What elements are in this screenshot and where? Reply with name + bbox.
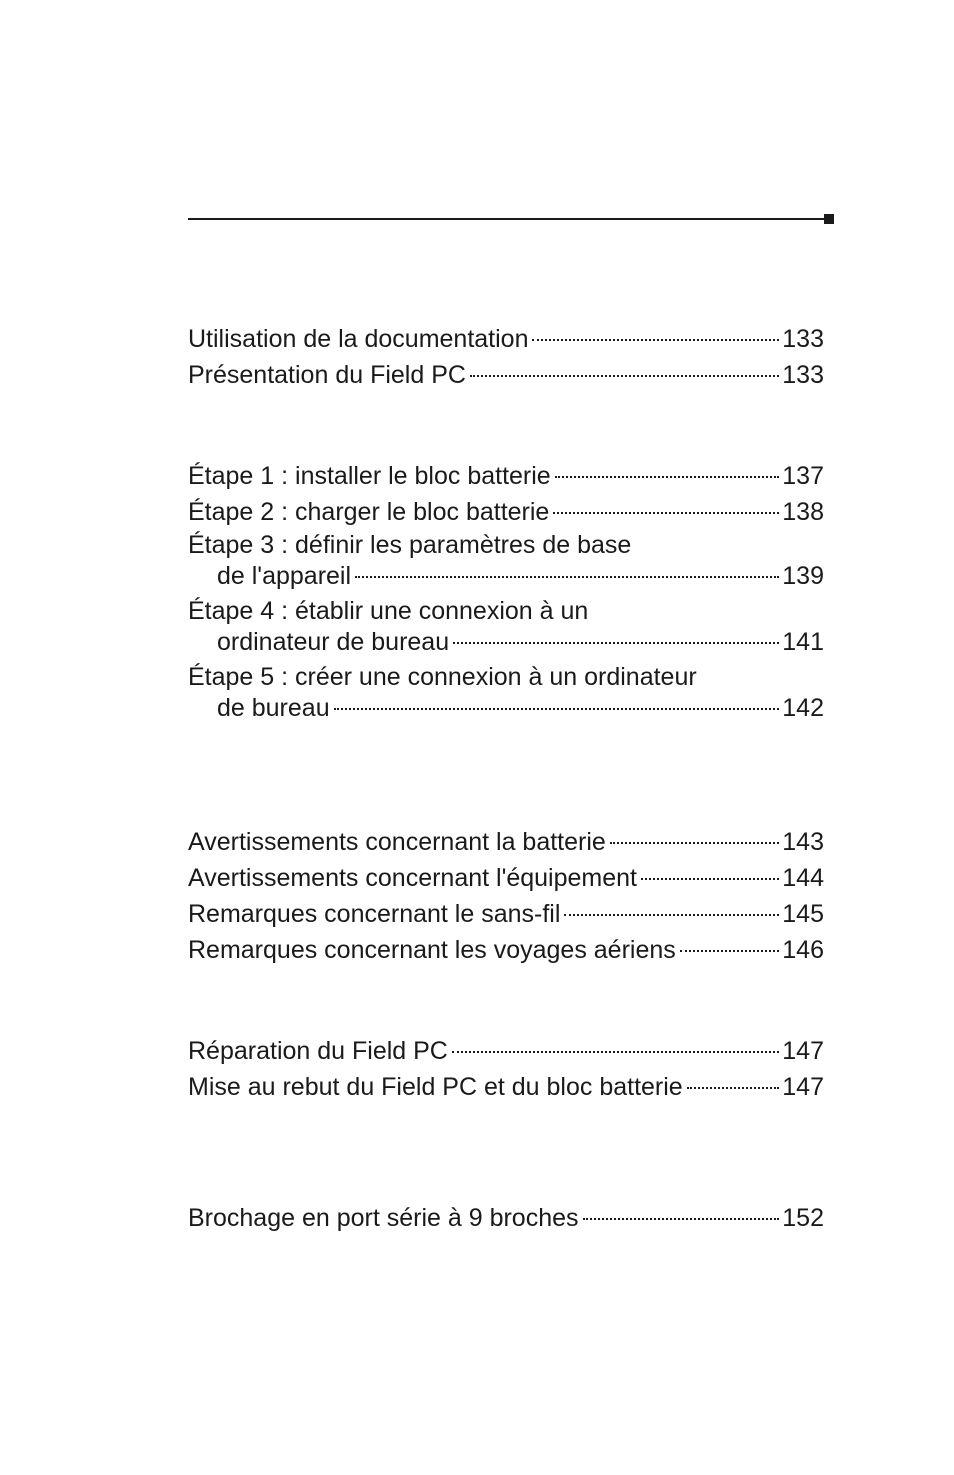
toc-entry-title: Remarques concernant le sans-fil: [188, 900, 561, 928]
toc-entry-page: 147: [782, 1073, 824, 1101]
toc-entry[interactable]: [188, 1033, 824, 1069]
dot-leader: [453, 640, 779, 644]
toc-entry-page: 145: [782, 900, 824, 928]
toc-section-5: [188, 1200, 824, 1236]
toc-entry-title-continuation: de l'appareil: [217, 562, 352, 590]
dot-leader: [470, 373, 779, 377]
dot-leader: [452, 1049, 779, 1053]
dot-leader: [564, 912, 779, 916]
dot-leader: [355, 574, 779, 578]
toc-entry-page: 138: [782, 498, 824, 526]
toc-entry[interactable]: [188, 662, 824, 724]
toc-entry-title: Étape 1 : installer le bloc batterie: [188, 462, 551, 490]
dot-leader: [532, 337, 779, 341]
dot-leader: [553, 510, 779, 514]
toc-entry[interactable]: [188, 860, 824, 896]
toc-section-1: [188, 321, 824, 393]
toc-entry[interactable]: [188, 357, 824, 393]
toc-entry-page: 137: [782, 462, 824, 490]
toc-section-2: [188, 458, 824, 728]
toc-entry[interactable]: [188, 458, 824, 494]
toc-entry-title-continuation: de bureau: [217, 694, 330, 722]
header-rule: [188, 218, 824, 220]
toc-entry-page: 143: [782, 828, 824, 856]
toc-entry-title: Étape 5 : créer une connexion à un ordinateur: [188, 663, 697, 691]
toc-entry-title: Mise au rebut du Field PC et du bloc batterie: [188, 1073, 683, 1101]
toc-entry-page: 144: [782, 864, 824, 892]
toc-entry-page: 133: [782, 325, 824, 353]
toc-section-3: [188, 824, 824, 968]
toc-entry-page: 146: [782, 936, 824, 964]
header-rule-end-square: [824, 214, 834, 224]
toc-entry-page: 147: [782, 1037, 824, 1065]
toc-entry-title: Utilisation de la documentation: [188, 325, 529, 353]
toc-entry-title: Étape 3 : définir les paramètres de base: [188, 531, 632, 559]
toc-entry-page: 142: [782, 694, 824, 722]
toc-entry-page: 141: [782, 628, 824, 656]
dot-leader: [610, 840, 779, 844]
toc-entry-page: 133: [782, 361, 824, 389]
toc-entry-title: Réparation du Field PC: [188, 1037, 448, 1065]
toc-entry-page: 139: [782, 562, 824, 590]
toc-entry[interactable]: [188, 596, 824, 658]
toc-entry[interactable]: [188, 494, 824, 530]
toc-entry-title: Avertissements concernant la batterie: [188, 828, 606, 856]
toc-entry-title: Brochage en port série à 9 broches: [188, 1204, 579, 1232]
dot-leader: [687, 1085, 780, 1089]
dot-leader: [583, 1216, 780, 1220]
toc-entry[interactable]: [188, 1200, 824, 1236]
toc-entry[interactable]: [188, 321, 824, 357]
toc-entry[interactable]: [188, 932, 824, 968]
dot-leader: [334, 706, 780, 710]
toc-entry[interactable]: [188, 1069, 824, 1105]
toc-entry[interactable]: [188, 530, 824, 592]
dot-leader: [680, 948, 780, 952]
toc-entry[interactable]: [188, 824, 824, 860]
toc-entry[interactable]: [188, 896, 824, 932]
dot-leader: [641, 876, 779, 880]
toc-entry-title: Étape 4 : établir une connexion à un: [188, 597, 589, 625]
toc-entry-page: 152: [782, 1204, 824, 1232]
toc-entry-title: Remarques concernant les voyages aériens: [188, 936, 676, 964]
toc-entry-title: Avertissements concernant l'équipement: [188, 864, 637, 892]
toc-section-4: [188, 1033, 824, 1105]
toc-entry-title-continuation: ordinateur de bureau: [217, 628, 450, 656]
toc-entry-title: Présentation du Field PC: [188, 361, 466, 389]
dot-leader: [555, 474, 780, 478]
toc-entry-title: Étape 2 : charger le bloc batterie: [188, 498, 550, 526]
